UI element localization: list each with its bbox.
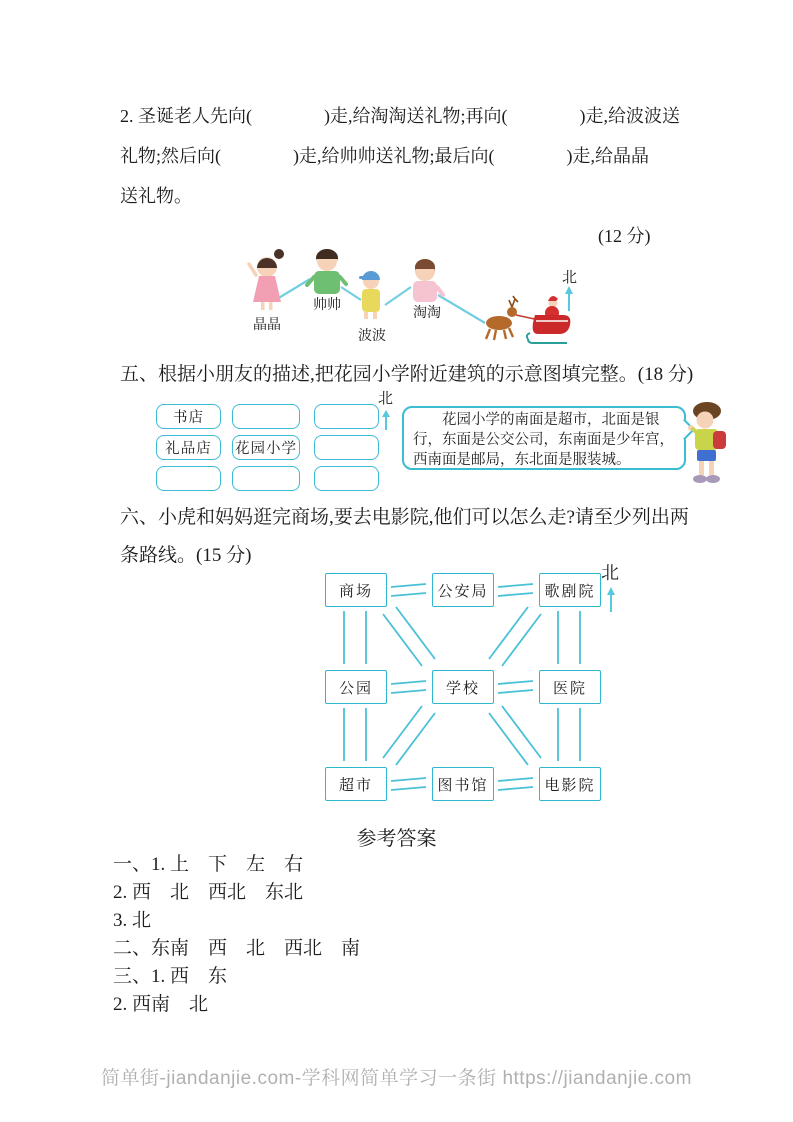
section-6-heading-line-1: 六、小虎和妈妈逛完商场,要去电影院,他们可以怎么走?请至少列出两 [120,507,689,528]
grid-cell-empty [314,435,379,460]
map-place-library [432,767,494,801]
grid-cell-empty [156,466,221,491]
section-5-heading: 五、根据小朋友的描述,把花园小学附近建筑的示意图填完整。(18 分) [120,364,694,385]
north-label: 北 [378,391,394,407]
answer-line: 三、1. 西 东 [113,966,228,987]
section-5-diagram [0,390,793,502]
jingjing-label: 晶晶 [253,318,281,333]
shuaishuai-figure [307,249,346,294]
map-place-mall [325,573,387,607]
answer-line: 3. 北 [113,910,152,931]
answer-line: 2. 西 北 西北 东北 [113,882,304,903]
site-footer: 简单街-jiandanjie.com-学科网简单学习一条街 https://jiandanjie.com [101,1068,692,1089]
grid-cell-garden-school [232,435,300,460]
answer-key-title: 参考答案 [356,828,437,850]
answer-line: 一、1. 上 下 左 右 [113,854,304,875]
map-place-label: 超市 [338,777,373,794]
map-place-park [325,670,387,704]
north-indicator [562,269,577,311]
north-label: 北 [562,270,578,286]
taotao-label: 淘淘 [413,306,441,321]
question-2-line-3: 送礼物。 [120,186,192,206]
north-arrow-icon [380,408,392,432]
map-place-police-station [432,573,494,607]
grid-cell-label: 礼品店 [165,441,212,457]
map-place-school [432,670,494,704]
north-label: 北 [601,563,619,583]
map-place-supermarket [325,767,387,801]
boy-illustration [684,398,734,490]
question-2-line-2: 礼物;然后向( )走,给帅帅送礼物;最后向( )走,给晶晶 [120,146,649,166]
shuaishuai-label: 帅帅 [313,298,341,313]
bobo-label: 波波 [358,329,386,344]
grid-cell-label: 书店 [173,410,204,426]
grid-cell-bookstore [156,404,221,429]
map-place-label: 商场 [338,583,373,600]
speech-bubble [402,406,686,470]
section-6-map [0,560,793,815]
map-place-hospital [539,670,601,704]
jingjing-figure [249,249,284,310]
map-place-opera-house [539,573,601,607]
grid-cell-gift-shop [156,435,221,460]
section-6-heading-line-2: 条路线。(15 分) [120,545,252,566]
grid-cell-empty [232,466,300,491]
answer-line: 2. 西南 北 [113,994,209,1015]
grid-cell-label: 花园小学 [235,441,297,457]
map-place-label: 歌剧院 [544,583,596,600]
map-place-cinema [539,767,601,801]
christmas-route-illustration [215,243,595,351]
north-indicator [601,563,619,612]
map-place-label: 图书馆 [437,777,489,794]
question-2-illustration [215,243,595,356]
bobo-figure [359,271,380,319]
grid-cell-empty [232,404,300,429]
speech-bubble-text: 花园小学的南面是超市，北面是银行，东面是公交公司，东南面是少年宫，西南面是邮局，东北面是服装城。 [413,412,674,468]
map-place-label: 医院 [552,680,587,697]
grid-cell-empty [314,466,379,491]
map-place-label: 公安局 [437,583,489,600]
question-2-line-1: 2. 圣诞老人先向( )走,给淘淘送礼物;再向( )走,给波波送 [120,106,680,126]
answer-line: 二、东南 西 北 西北 南 [113,938,361,959]
map-place-label: 公园 [338,680,373,697]
grid-cell-empty [314,404,379,429]
santa-sleigh-figure [486,296,570,343]
question-2-points: (12 分) [598,226,651,246]
map-place-label: 电影院 [544,777,596,794]
map-place-label: 学校 [445,680,480,697]
